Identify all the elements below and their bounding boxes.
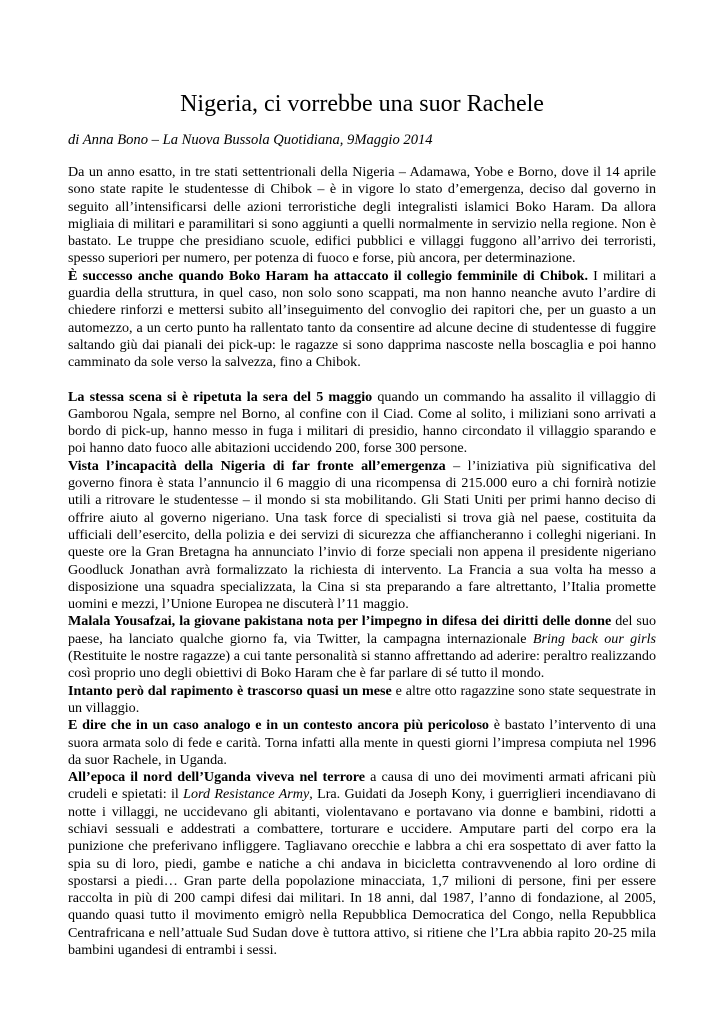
- paragraph-text: è bastato l’intervento di una suora armata solo di fede e carità. Torna infatti alla mente in questi giorni l’impresa compiuta nel 1996 da suor Rachele, in Uganda.: [68, 717, 656, 768]
- paragraph-lead: All’epoca il nord dell’Uganda viveva nel terrore: [68, 769, 366, 786]
- paragraph-text: del suo paese, ha lanciato qualche giorno fa, via Twitter, la campagna internazionale: [68, 613, 656, 647]
- campaign-title: Bring back our girls: [532, 630, 656, 647]
- paragraph-6: [68, 683, 656, 718]
- paragraph-text: quando un commando ha assalito il villaggio di Gamborou Ngala, sempre nel Borno, al confine con il Ciad. Come al solito, i miliziani sono arrivati a bordo di pick-up, hanno messo in fuga i militari di presidio, hanno circondato il villaggio sparando e poi hanno dato fuoco alle abitazioni uccidendo 200, forse 300 persone.: [68, 388, 656, 457]
- paragraph-4: [68, 458, 656, 614]
- page-title: Nigeria, ci vorrebbe una suor Rachele: [180, 91, 544, 117]
- paragraph-lead: Malala Yousafzai, la giovane pakistana nota per l’impegno in difesa dei diritti delle donne: [68, 613, 612, 630]
- paragraph-text-continued: , Lra. Guidati da Joseph Kony, i guerriglieri incendiavano di notte i villaggi, ne uccidevano gli abitanti, violentavano e portavano via donne e bambini, ridotti a schiavi sessuali e addestrati a combattere, torturare e uccidere. Amputare parti del corpo era la punizione che preferivano infliggere. Tagliavano orecchie e labbra a chi era sospettato di aver fatto la spia su di loro, piedi, gambe e natiche a chi andava in bicicletta contravvenendo al loro ordine di spostarsi a piedi… Gran parte della popolazione minacciata, 1,7 milioni di persone, fini per essere raccolta in più di 200 campi difesi dai militari. In 18 anni, dal 1987, l’anno di fondazione, al 2005, quando quasi tutto il movimento emigrò nella Repubblica Democratica del Congo, nella Repubblica Centrafricana e nell’attuale Sud Sudan dove è tuttora attivo, si ritiene che l’Lra abbia rapito 20-25 mila bambini ugandesi di entrambi i sessi.: [68, 786, 657, 959]
- paragraph-lead: Vista l’incapacità della Nigeria di far fronte all’emergenza: [68, 457, 446, 474]
- paragraph-7: [68, 717, 656, 769]
- paragraph-lead: Intanto però dal rapimento è trascorso quasi un mese: [68, 682, 392, 699]
- paragraph-text: Da un anno esatto, in tre stati settentrionali della Nigeria – Adamawa, Yobe e Borno, dove il 14 aprile sono state rapite le studentesse di Chibok – è in vigore lo stato d’emergenza, deciso dal governo in seguito all’intensificarsi delle azioni terroristiche degli integralisti islamici Boko Haram. Da allora migliaia di militari e paramilitari si sono aggiunti a quelli normalmente in servizio nella regione. Non è bastato. Le truppe che presidiano scuole, edifici pubblici e villaggi fuggono all’arrivo dei terroristi, spesso superiori per numero, per potenza di fuoco e forse, più ancora, per determinazione.: [68, 164, 656, 267]
- paragraph-5: [68, 613, 656, 682]
- paragraph-8: [68, 769, 656, 959]
- paragraph-text-continued: (Restituite le nostre ragazze) a cui tante personalità si stanno affrettando ad aderire: peraltro realizzando così proprio uno degli obiettivi di Boko Haram che è far parlare di sé tutto il mondo.: [68, 648, 656, 682]
- organization-name: Lord Resistance Army: [183, 786, 310, 803]
- paragraph-lead: La stessa scena si è ripetuta la sera del 5 maggio: [68, 388, 373, 405]
- byline: di Anna Bono – La Nuova Bussola Quotidiana, 9Maggio 2014: [68, 132, 433, 148]
- paragraph-text: e altre otto ragazzine sono state sequestrate in un villaggio.: [68, 682, 656, 716]
- paragraph-text: a causa di uno dei movimenti armati africani più crudeli e spietati: il: [68, 769, 656, 803]
- paragraph-lead: È successo anche quando Boko Haram ha attaccato il collegio femminile di Chibok.: [68, 267, 588, 284]
- paragraph-1: [68, 164, 656, 268]
- paragraph-lead: E dire che in un caso analogo e in un contesto ancora più pericoloso: [68, 717, 489, 734]
- paragraph-2: [68, 268, 656, 372]
- article-body: [68, 164, 656, 959]
- paragraph-text: I militari a guardia della struttura, in quel caso, non solo sono scappati, ma non hanno neanche avuto l’ardire di chiedere rinforzi e mettersi subito all’inseguimento del convoglio dei rapitori che, per un guasto a un automezzo, a un certo punto ha rallentato tanto da consentire ad alcune decine di studentesse di fuggire saltando giù dai pianali dei pick-up: le ragazze si sono dapprima nascoste nella boscaglia e poi hanno camminato da sole verso la salvezza, fino a Chibok.: [68, 267, 656, 371]
- paragraph-3: [68, 389, 656, 458]
- paragraph-text: – l’iniziativa più significativa del governo finora è stata l’annuncio il 6 maggio di una ricompensa di 215.000 euro a chi fornirà notizie utili a ritrovare le studentesse – il mondo si sta mobilitando. Gli Stati Uniti per primi hanno deciso di offrire aiuto al governo nigeriano. Una task force di specialisti si trova già nel paese, costituita da ufficiali dell’esercito, della polizia e dei servizi di sicurezza che affiancheranno i colleghi nigeriani. In queste ore la Gran Bretagna ha annunciato l’invio di forze speciali non appena il presidente nigeriano Goodluck Jonathan avrà formalizzato la richiesta di intervento. La Francia a sua volta ha messo a disposizione una squadra specializzata, la Cina si sta preparando a fare altrettanto, l’Italia promette uomini e mezzi, l’Unione Europea ne discuterà l’11 maggio.: [68, 457, 656, 613]
